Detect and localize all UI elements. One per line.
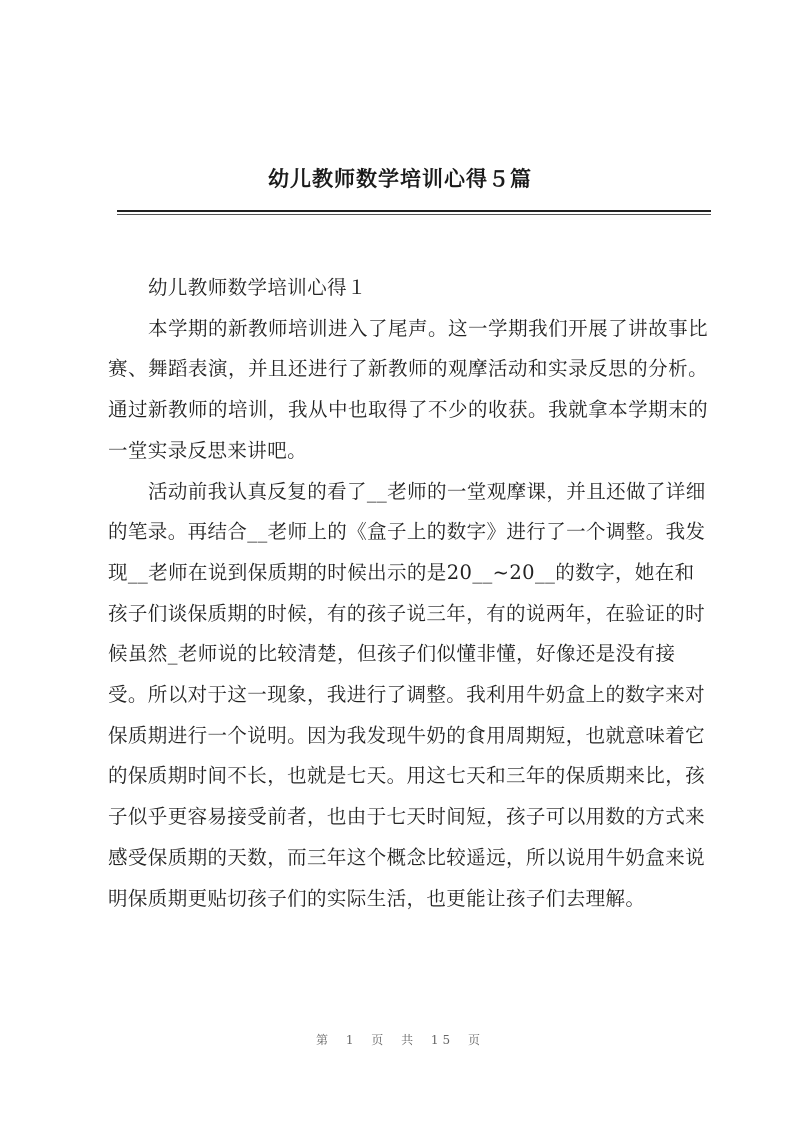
paragraph: 本学期的新教师培训进入了尾声。这一学期我们开展了讲故事比赛、舞蹈表演，并且还进行了新教师的观摩活动和实录反思的分析。通过新教师的培训，我从中也取得了不少的收获。我就拿本学期末的一堂实录反思来讲吧。	[108, 316, 708, 462]
document-body	[108, 268, 708, 919]
paragraph: 活动前我认真反复的看了__老师的一堂观摩课，并且还做了详细的笔录。再结合__老师上的《盒子上的数字》进行了一个调整。我发现__老师在说到保质期的时候出示的是20__~20__的数字，她在和孩子们谈保质期的时候，有的孩子说三年，有的说两年，在验证的时候虽然_老师说的比较清楚，但孩子们似懂非懂，好像还是没有接受。所以对于这一现象，我进行了调整。我利用牛奶盒上的数字来对保质期进行一个说明。因为我发现牛奶的食用周期短，也就意味着它的保质期时间不长，也就是七天。用这七天和三年的保质期来比，孩子似乎更容易接受前者，也由于七天时间短，孩子可以用数的方式来感受保质期的天数，而三年这个概念比较遥远，所以说用牛奶盒来说明保质期更贴切孩子们的实际生活，也更能让孩子们去理解。	[108, 479, 706, 910]
title-divider	[117, 210, 711, 212]
document-title: 幼儿教师数学培训心得５篇	[268, 166, 532, 191]
page-number: 第 1 页 共 15 页	[316, 1033, 484, 1047]
title-divider-thin	[117, 214, 711, 215]
section-heading: 幼儿教师数学培训心得１	[148, 276, 367, 299]
